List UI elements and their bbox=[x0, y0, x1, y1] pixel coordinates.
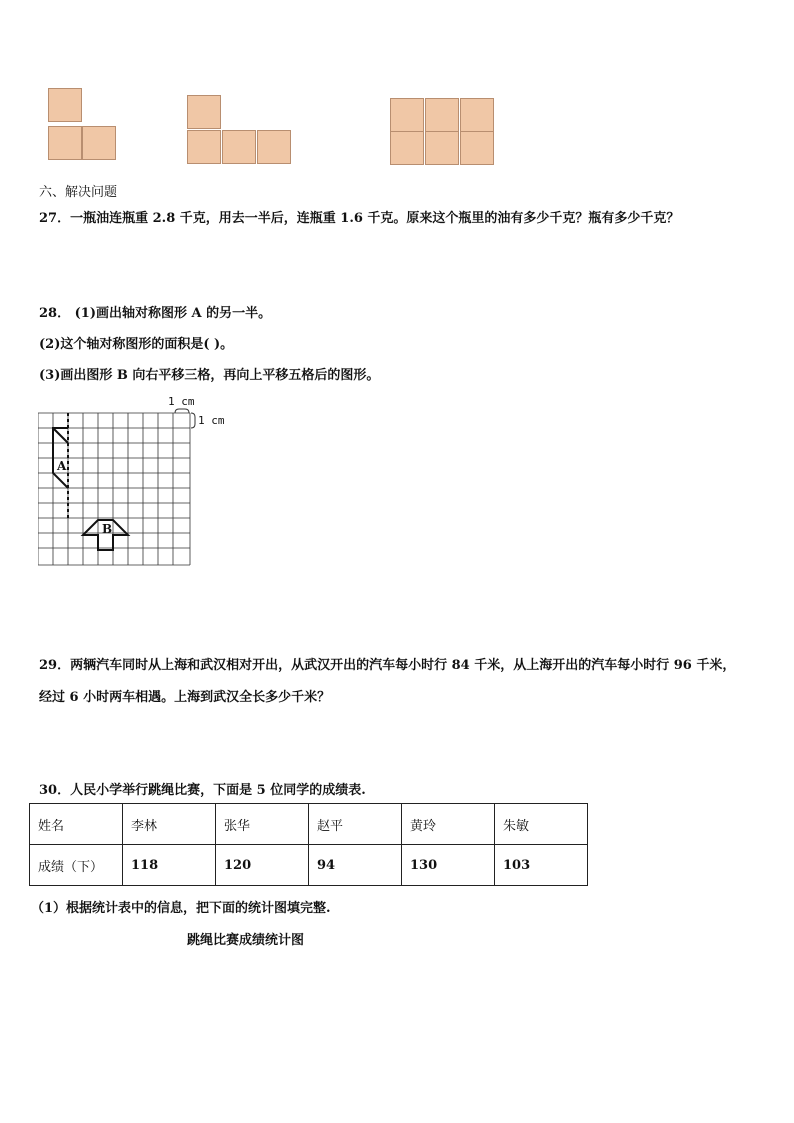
question-28-part3: (3)画出图形 B 向右平移三格，再向上平移五格后的图形。 bbox=[39, 368, 380, 383]
label-a: A bbox=[57, 459, 67, 473]
question-29-line2: 经过 6 小时两车相遇。上海到武汉全长多少千米？ bbox=[39, 690, 331, 705]
square bbox=[460, 98, 494, 132]
square bbox=[257, 130, 291, 164]
table-header-row bbox=[30, 804, 588, 845]
square bbox=[222, 130, 256, 164]
square bbox=[48, 126, 82, 160]
table-cell: 103 bbox=[495, 845, 588, 886]
question-29-line1: 29．两辆汽车同时从上海和武汉相对开出，从武汉开出的汽车每小时行 84 千米，从上海开出的汽车每小时行 96 千米， bbox=[39, 658, 736, 673]
unit-label-top: 1 cm bbox=[168, 395, 195, 408]
square bbox=[82, 126, 116, 160]
table-cell: 120 bbox=[216, 845, 309, 886]
question-28-part2: (2)这个轴对称图形的面积是( )。 bbox=[39, 337, 234, 352]
unit-brace-side bbox=[191, 413, 195, 428]
square bbox=[187, 95, 221, 129]
table-cell: 黄玲 bbox=[402, 804, 495, 845]
square bbox=[390, 131, 424, 165]
table-cell: 130 bbox=[402, 845, 495, 886]
unit-brace-top bbox=[175, 409, 189, 413]
square bbox=[187, 130, 221, 164]
question-28-part1: 28． (1)画出轴对称图形 A 的另一半。 bbox=[39, 306, 272, 321]
table-cell: 赵平 bbox=[309, 804, 402, 845]
grid-figure bbox=[38, 395, 238, 570]
question-30-intro: 30．人民小学举行跳绳比赛，下面是 5 位同学的成绩表. bbox=[39, 783, 366, 798]
question-27: 27．一瓶油连瓶重 2.8 千克，用去一半后，连瓶重 1.6 千克。原来这个瓶里的油有多少千克？瓶有多少千克？ bbox=[39, 211, 680, 226]
chart-title: 跳绳比赛成绩统计图 bbox=[187, 933, 305, 948]
shape-a-edge bbox=[53, 428, 68, 443]
square bbox=[390, 98, 424, 132]
table-cell: 李林 bbox=[123, 804, 216, 845]
table-row bbox=[30, 845, 588, 886]
square bbox=[425, 131, 459, 165]
table-cell: 张华 bbox=[216, 804, 309, 845]
label-b: B bbox=[102, 522, 113, 536]
table-cell: 118 bbox=[123, 845, 216, 886]
square bbox=[48, 88, 82, 122]
unit-label-side: 1 cm bbox=[198, 414, 225, 427]
table-cell: 姓名 bbox=[30, 804, 123, 845]
score-table bbox=[29, 803, 588, 886]
table-cell: 成绩（下） bbox=[30, 845, 123, 886]
section-title: 六、解决问题 bbox=[39, 185, 118, 200]
square bbox=[460, 131, 494, 165]
square bbox=[425, 98, 459, 132]
table-cell: 94 bbox=[309, 845, 402, 886]
table-cell: 朱敏 bbox=[495, 804, 588, 845]
question-30-sub1: （1）根据统计表中的信息，把下面的统计图填完整. bbox=[31, 901, 331, 916]
